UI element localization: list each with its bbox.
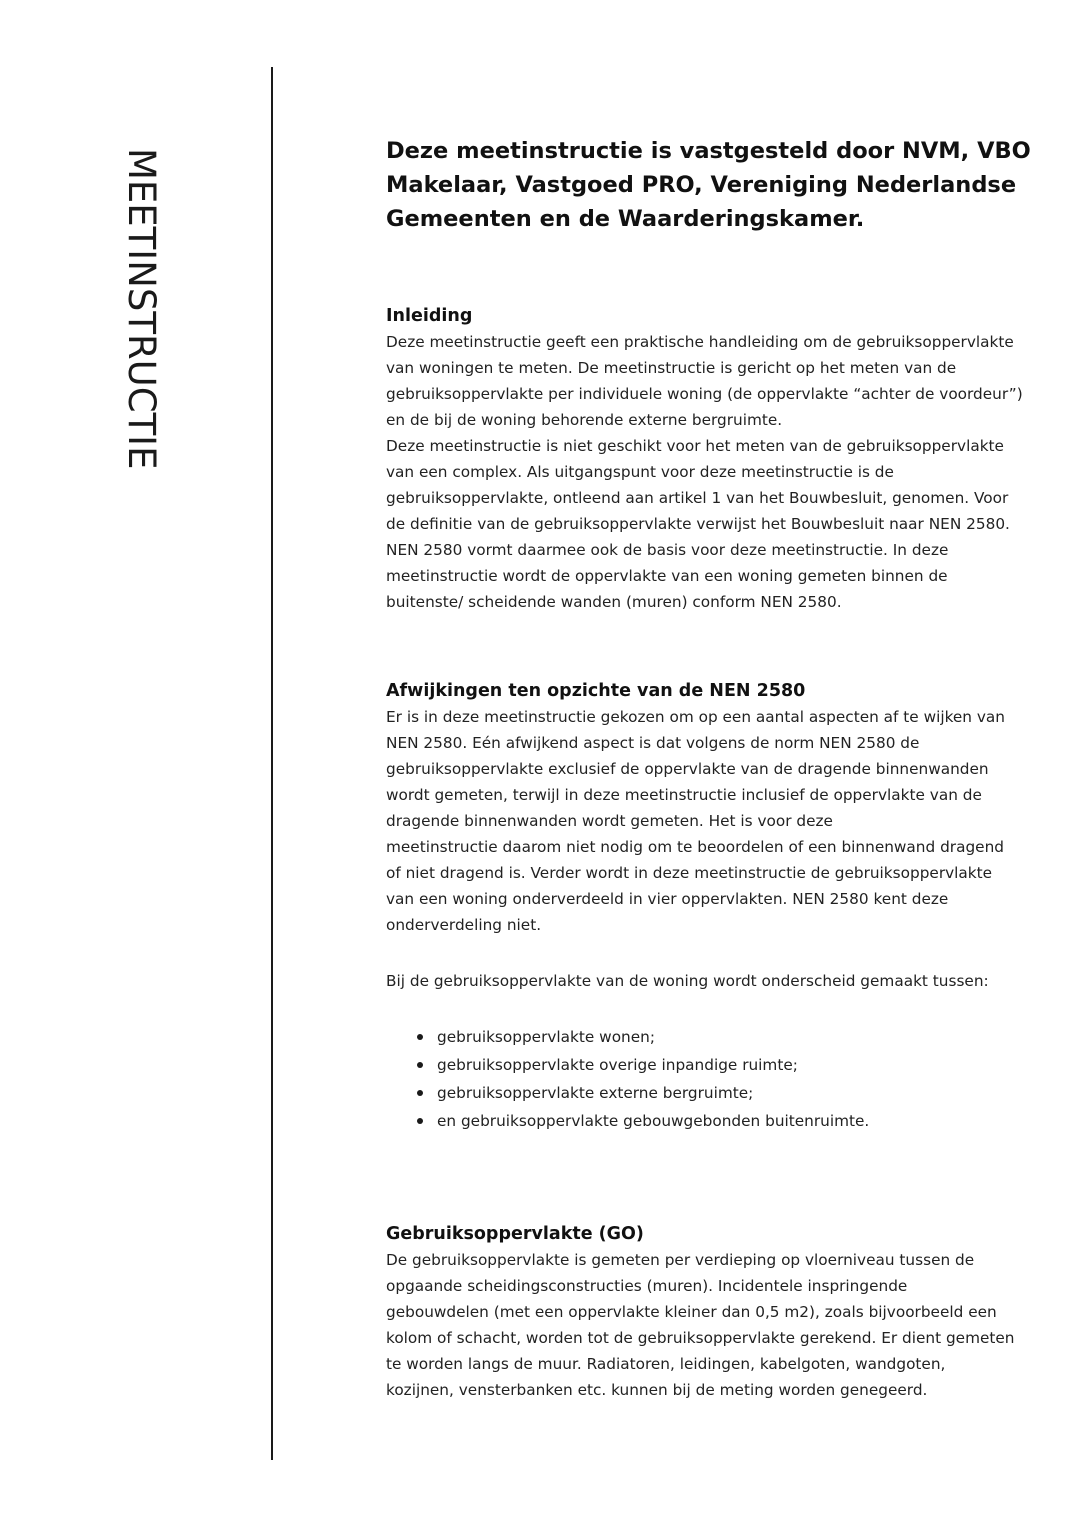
- body-line: kozijnen, vensterbanken etc. kunnen bij de meting worden genegeerd.: [386, 1381, 928, 1399]
- list-item: [386, 1079, 1001, 1107]
- list-item-text: gebruiksoppervlakte externe bergruimte;: [437, 1084, 754, 1102]
- body-line: gebruiksoppervlakte exclusief de oppervlakte van de dragende binnenwanden: [386, 760, 989, 778]
- section-gebruiksoppervlakte: [386, 1221, 1015, 1403]
- body-line: of niet dragend is. Verder wordt in deze meetinstructie de gebruiksoppervlakte: [386, 864, 993, 882]
- body-line: meetinstructie daarom niet nodig om te beoordelen of een binnenwand dragend: [386, 838, 1004, 856]
- body-line: dragende binnenwanden wordt gemeten. Het is voor deze: [386, 812, 833, 830]
- body-line: van woningen te meten. De meetinstructie is gericht op het meten van de: [386, 359, 957, 377]
- list-item-text: gebruiksoppervlakte overige inpandige ruimte;: [437, 1056, 798, 1074]
- list-item: [386, 1023, 1001, 1051]
- body-line: gebruiksoppervlakte, ontleend aan artikel 1 van het Bouwbesluit, genomen. Voor: [386, 489, 1009, 507]
- list-item: [386, 1051, 1001, 1079]
- body-line: Er is in deze meetinstructie gekozen om op een aantal aspecten af te wijken van: [386, 708, 1005, 726]
- body-line: De gebruiksoppervlakte is gemeten per verdieping op vloerniveau tussen de: [386, 1251, 975, 1269]
- body-line: Deze meetinstructie is niet geschikt voor het meten van de gebruiksoppervlakte: [386, 437, 1004, 455]
- body-line: van een complex. Als uitgangspunt voor deze meetinstructie is de: [386, 463, 894, 481]
- body-line: Deze meetinstructie geeft een praktische handleiding om de gebruiksoppervlakte: [386, 333, 1014, 351]
- body-line: NEN 2580 vormt daarmee ook de basis voor deze meetinstructie. In deze: [386, 541, 949, 559]
- body-line: opgaande scheidingsconstructies (muren). Incidentele inspringende: [386, 1277, 908, 1295]
- list-item-text: gebruiksoppervlakte wonen;: [437, 1028, 656, 1046]
- bullet-dot-icon: [417, 1118, 423, 1124]
- bullet-dot-icon: [417, 1062, 423, 1068]
- body-line: van een woning onderverdeeld in vier oppervlakten. NEN 2580 kent deze: [386, 890, 949, 908]
- bullet-dot-icon: [417, 1090, 423, 1096]
- body-line: gebouwdelen (met een oppervlakte kleiner dan 0,5 m2), zoals bijvoorbeeld een: [386, 1303, 997, 1321]
- lead-line: Deze meetinstructie is vastgesteld door NVM, VBO: [386, 138, 1031, 164]
- body-line: onderverdeling niet.: [386, 916, 542, 934]
- list-item-text: en gebruiksoppervlakte gebouwgebonden buitenruimte.: [437, 1112, 870, 1130]
- list-intro: [386, 968, 1001, 994]
- body-line: te worden langs de muur. Radiatoren, leidingen, kabelgoten, wandgoten,: [386, 1355, 946, 1373]
- body-line: kolom of schacht, worden tot de gebruiksoppervlakte gerekend. Er dient gemeten: [386, 1329, 1015, 1347]
- lead-line: Gemeenten en de Waarderingskamer.: [386, 206, 865, 232]
- section-body: [386, 1247, 1015, 1403]
- body-line: meetinstructie wordt de oppervlakte van een woning gemeten binnen de: [386, 567, 948, 585]
- body-line: de definitie van de gebruiksoppervlakte verwijst het Bouwbesluit naar NEN 2580.: [386, 515, 1010, 533]
- body-line: gebruiksoppervlakte per individuele woning (de oppervlakte “achter de voordeur”): [386, 385, 1023, 403]
- body-line: NEN 2580. Eén afwijkend aspect is dat volgens de norm NEN 2580 de: [386, 734, 920, 752]
- page-side-title: MEETINSTRUCTIE: [120, 148, 163, 470]
- body-line: buitenste/ scheidende wanden (muren) conform NEN 2580.: [386, 593, 842, 611]
- body-line: en de bij de woning behorende externe bergruimte.: [386, 411, 783, 429]
- section-afwijkingen: [386, 678, 1005, 1135]
- vertical-divider: [271, 67, 273, 1460]
- surface-types-list: [386, 1023, 1001, 1135]
- section-title: Afwijkingen ten opzichte van de NEN 2580: [386, 681, 806, 701]
- section-body: [386, 704, 1005, 938]
- section-body: [386, 329, 1023, 615]
- section-title: Inleiding: [386, 306, 473, 326]
- section-title: Gebruiksoppervlakte (GO): [386, 1224, 644, 1244]
- main-content: [386, 134, 1031, 1403]
- bullet-dot-icon: [417, 1034, 423, 1040]
- lead-line: Makelaar, Vastgoed PRO, Vereniging Nederlandse: [386, 172, 1017, 198]
- body-line: Bij de gebruiksoppervlakte van de woning wordt onderscheid gemaakt tussen:: [386, 972, 989, 990]
- list-item: [386, 1107, 1001, 1135]
- body-line: wordt gemeten, terwijl in deze meetinstructie inclusief de oppervlakte van de: [386, 786, 982, 804]
- lead-statement: [386, 134, 1031, 236]
- section-inleiding: [386, 303, 1023, 615]
